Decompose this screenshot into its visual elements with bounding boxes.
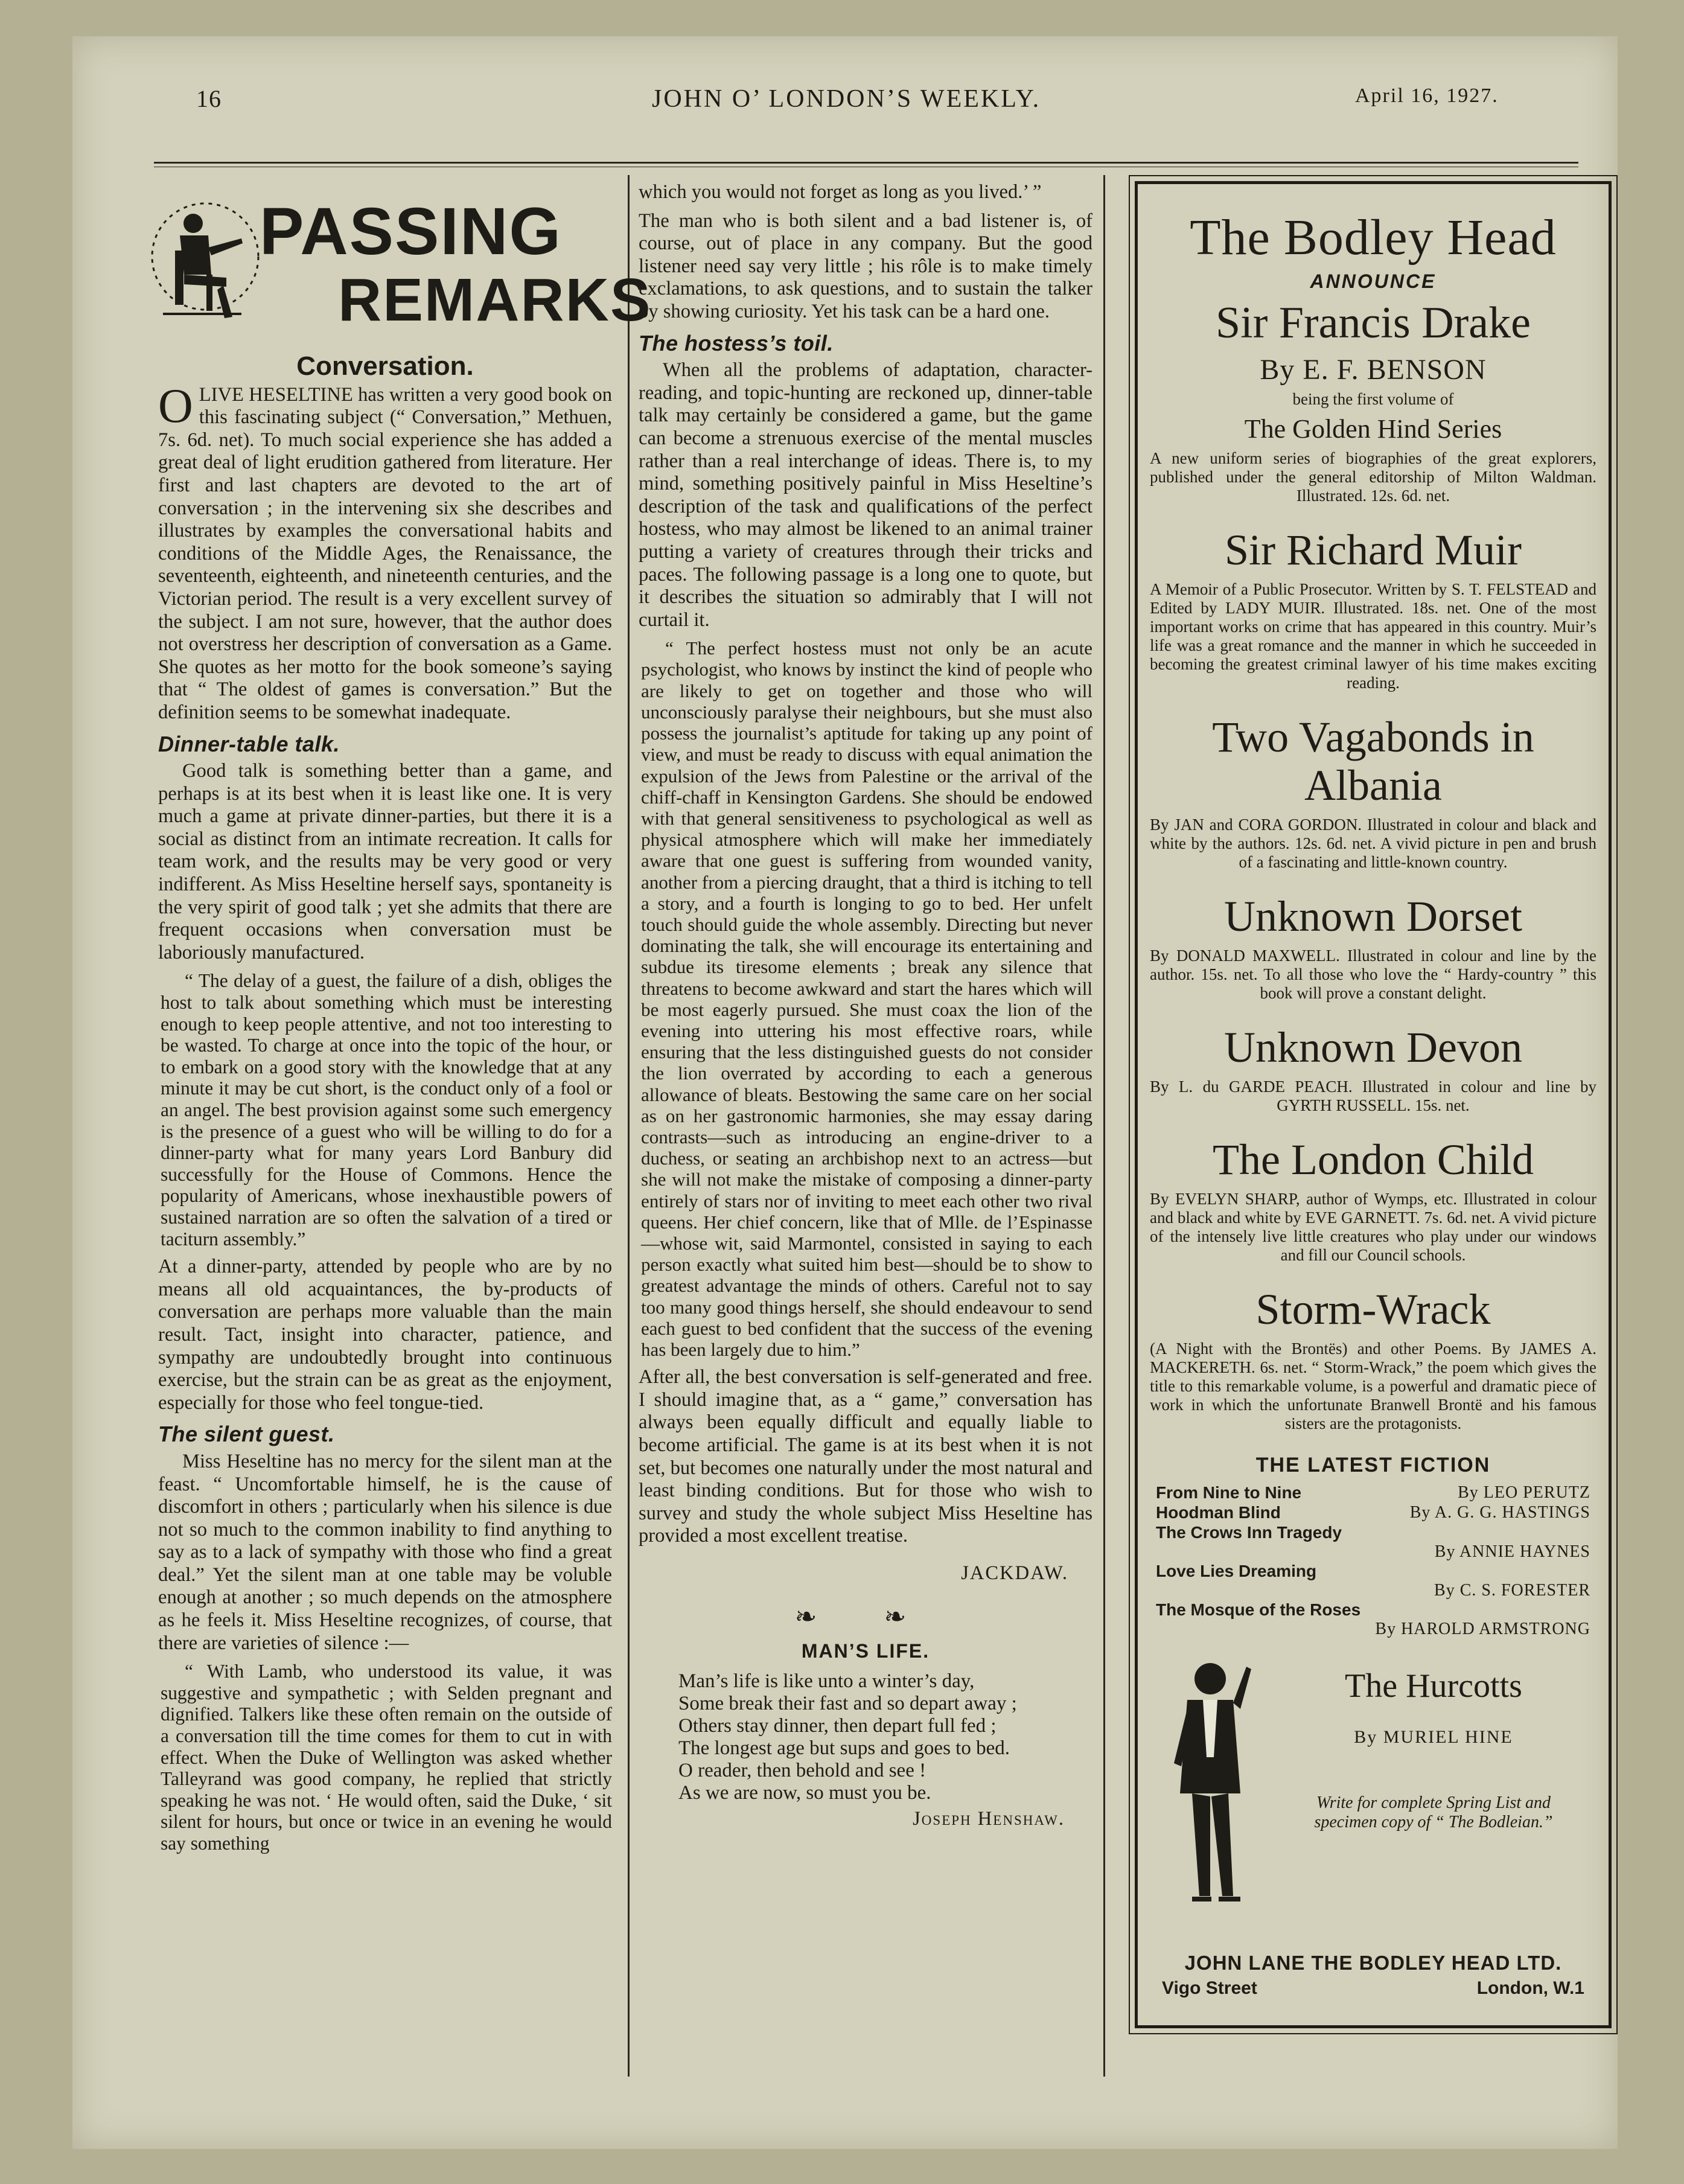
book-title: Unknown Devon [1224, 1023, 1522, 1071]
book-description: (A Night with the Brontës) and other Poems. By JAMES A. MACKERETH. 6s. net. “ Storm-Wrack,” the poem which gives the title to this remarkable volume, is a powerful and dramatic piece of work in which the unfortunate Branwell Brontë and his famous sisters are the protagonists. [1150, 1339, 1596, 1432]
poem-title: MAN’S LIFE. [801, 1640, 930, 1662]
fiction-item: From Nine to Nine By LEO PERUTZ [1156, 1483, 1590, 1502]
book-author: By MURIEL HINE [1354, 1727, 1513, 1747]
book-author: By E. F. BENSON [1260, 354, 1487, 386]
fiction-item: The Mosque of the Roses By HAROLD ARMSTRONG [1156, 1600, 1590, 1638]
hurcotts-promo [1138, 1643, 1609, 1932]
column-rule-1 [628, 175, 630, 2077]
drop-cap: O [158, 379, 193, 433]
book-description: A new uniform series of biographies of the great explorers, published under the general editorship of Milton Waldman. Illustrated. 12s. 6d. net. [1150, 449, 1596, 505]
quotation: “ With Lamb, who understood its value, it was suggestive and sympathetic ; with Selden pregnant and dignified. Talkers like these often remain on the outside of a conversation till the time comes for them to cut in with effect. When the Duke of Wellington was asked whether Talleyrand was good company, he replied that strictly speaking he was not. ‘ He would often, said the Duke, ‘ sit silent for hours, but once or twice in an evening he would say something [161, 1661, 612, 1854]
section-heading-silent: The silent guest. [158, 1422, 335, 1447]
column-rule-2 [1103, 175, 1105, 2077]
article-column-2 [639, 181, 1092, 1830]
book-description: By EVELYN SHARP, author of Wymps, etc. Illustrated in colour and black and white by EVE GARNETT. 7s. 6d. net. A vivid picture of the intensely live little creatures who play under our windows and fill our Council schools. [1150, 1190, 1596, 1264]
section-heading-hostess: The hostess’s toil. [639, 330, 834, 356]
poem-line: Man’s life is like unto a winter’s day, [678, 1670, 975, 1692]
publisher-street: Vigo Street [1162, 1978, 1257, 1998]
publisher-name: JOHN LANE THE BODLEY HEAD LTD. [1184, 1952, 1562, 1974]
book-title: The Hurcotts [1345, 1667, 1522, 1705]
quotation-continued: which you would not forget as long as you lived.’ ” [639, 181, 1042, 203]
poem-line: O reader, then behold and see ! [678, 1759, 927, 1781]
poem-line: Some break their fast and so depart away ; [678, 1692, 1017, 1714]
masthead-title: JOHN O’ LONDON’S WEEKLY. [652, 85, 1041, 113]
intro-paragraph: OLIVE HESELTINE has written a very good book on this fascinating subject (“ Conversation,” Methuen, 7s. 6d. net). To much social experience she has added a great deal of light erudition gathered from literature. Her first and last chapters are devoted to the art of conversation ; in the intervening six she describes and illustrates by examples the conversational habits and conditions of the Middle Ages, the Renaissance, the seventeenth, eighteenth, and nineteenth centuries, and the Victorian period. The result is a very excellent survey of the subject. I am not sure, however, that the author does not overstress her description of conversation as a Game. She quotes as her motto for the book someone’s saying that “ The oldest of games is conversation.” But the definition seems to be somewhat inadequate. [158, 379, 612, 723]
book-title-line-2: Albania [1304, 761, 1442, 809]
article-subhead: Conversation. [296, 351, 474, 381]
book-title: Sir Francis Drake [1216, 298, 1531, 348]
fiction-list [1138, 1483, 1609, 1639]
bodley-head-advertisement [1135, 181, 1612, 2028]
fleuron-ornament: ❧ ❧ [794, 1601, 937, 1632]
fiction-item: The Crows Inn Tragedy By ANNIE HAYNES [1156, 1523, 1590, 1561]
publisher-city: London, W.1 [1476, 1978, 1584, 1998]
book-description: By DONALD MAXWELL. Illustrated in colour and line by the author. 15s. net. To all those who love the “ Hardy-country ” this book will prove a constant delight. [1150, 947, 1596, 1002]
paragraph: When all the problems of adaptation, character-reading, and topic-hunting are reckoned up, dinner-table talk may certainly be considered a game, but the game can become a strenuous exercise of the mental muscles rather than a real interchange of ideas. There is, to my mind, something positively painful in Miss Heseltine’s description of the task and qualifications of the perfect hostess, who may almost be likened to an animal trainer putting a variety of creatures through their tricks and paces. The following passage is a long one to quote, but it describes the situation so admirably that I will not curtail it. [639, 359, 1092, 631]
publisher-imprint [1162, 1952, 1584, 2001]
paragraph: At a dinner-party, attended by people who are by no means all old acquaintances, the by-products of conversation are perhaps more valuable than the main result. Tact, insight into character, patience, and sympathy are undoubtedly brought into continuous exercise, but the strain can be as great as the enjoyment, especially for those who feel tongue-tied. [158, 1256, 612, 1414]
paragraph: Miss Heseltine has no mercy for the silent man at the feast. “ Uncomfortable himself, he is the cause of discomfort in others ; particularly when his silence is due not so much to the common inability to find anything to say as to a lack of sympathy with those who find a great deal.” Yet the silent man at one table may be voluble enough at another ; so much depends on the atmosphere as he feels it. Miss Heseltine recognizes, of course, that there are varieties of silence :— [158, 1450, 612, 1654]
quotation: “ The delay of a guest, the failure of a dish, obliges the host to talk about something which must be interesting enough to keep people attentive, and not too interesting to be wasted. To charge at once into the topic of the hour, or to embark on a good story with the knowledge that at any minute it may be cut short, is the conduct only of a fool or an angel. The best provision against some such emergency is the presence of a guest who will be willing to do for a dinner-party what for many years Lord Banbury did successfully for the House of Commons. Hence the popularity of Americans, whose inexhaustible powers of sustained narration are so often the salvation of a tired or taciturn assembly.” [161, 970, 612, 1250]
article-column-1 [158, 351, 612, 1860]
paragraph: The man who is both silent and a bad listener is, of course, out of place in any company. But the good listener need say very little ; his rôle is to make timely exclamations, to ask questions, and to sustain the talker by showing curiosity. Yet his task can be a hard one. [639, 209, 1092, 322]
fiction-item: Love Lies Dreaming By C. S. FORESTER [1156, 1562, 1590, 1600]
series-title: The Golden Hind Series [1244, 414, 1502, 444]
poem-line: The longest age but sups and goes to bed. [678, 1737, 1010, 1759]
book-description: A Memoir of a Public Prosecutor. Written by S. T. FELSTEAD and Edited by LADY MUIR. Illustrated. 18s. net. One of the most important works on crime that has appeared in this country. Muir’s life was a great romance and the manner in which he succeeded in becoming the greatest criminal lawyer of his time makes exciting reading. [1150, 580, 1596, 692]
book-title: Unknown Dorset [1224, 892, 1522, 940]
poem-line: As we are now, so must you be. [678, 1781, 931, 1804]
announce-label: ANNOUNCE [1310, 270, 1437, 292]
gentleman-figure-illustration-icon [1156, 1643, 1265, 1908]
author-signature: JACKDAW. [961, 1562, 1068, 1584]
publisher-heading: The Bodley Head [1190, 209, 1557, 266]
section-heading-dinner: Dinner-table talk. [158, 731, 340, 756]
seated-man-illustration-icon [151, 190, 260, 335]
publisher-address [1162, 1978, 1584, 2001]
header-rule [154, 162, 1578, 164]
book-description: By L. du GARDE PEACH. Illustrated in colour and line by GYRTH RUSSELL. 15s. net. [1150, 1078, 1596, 1114]
banner-word-1: PASSING [260, 194, 562, 269]
fiction-heading: THE LATEST FICTION [1255, 1454, 1491, 1477]
catalogue-offer: Write for complete Spring List and specimen copy of “ The Bodleian.” [1314, 1793, 1553, 1831]
poem-body [639, 1670, 1092, 1804]
paragraph: Good talk is something better than a game, and perhaps is at its best when it is least like one. It is very much a game at private dinner-parties, but there it is a social as distinct from an intimate recreation. It calls for team work, and the results may be very good or very indifferent. As Miss Heseltine herself says, spontaneity is the very spirit of good talk ; yet she admits that there are frequent occasions when conversation must be laboriously manufactured. [158, 760, 612, 963]
page-number: 16 [196, 85, 222, 112]
poem-line: Others stay dinner, then depart full fed ; [678, 1714, 997, 1737]
paragraph: After all, the best conversation is self-generated and free. I should imagine that, as a “ game,” conversation has always been equally difficult and equally liable to become artificial. The game is at its best when it is not set, but becomes one naturally under the most natural and least binding conditions. But for those who wish to survey and study the whole subject Miss Heseltine has provided a most excellent treatise. [639, 1366, 1092, 1547]
book-note: being the first volume of [1292, 390, 1454, 408]
banner-word-2: REMARKS [338, 266, 652, 334]
book-description: By JAN and CORA GORDON. Illustrated in colour and black and white by the authors. 12s. 6d. net. A vivid picture in pen and brush of a fascinating and little-known country. [1150, 816, 1596, 871]
fiction-item: Hoodman Blind By A. G. G. HASTINGS [1156, 1503, 1590, 1522]
book-title: Storm-Wrack [1255, 1285, 1491, 1333]
book-title: The London Child [1213, 1135, 1534, 1184]
quotation: “ The perfect hostess must not only be an acute psychologist, who knows by instinct the kind of people who are likely to get on together and those who will unconsciously paralyse their neighbours, but she must also possess the journalist’s aptitude for taking up any point of view, and must be ready to discuss with equal animation the expulsion of the Jews from Palestine or the arrival of the chiff-chaff in Kensington Gardens. She should be endowed with that general sensitiveness to psychological as well as physical atmosphere which will make her immediately aware that one guest is suffering from wounded vanity, another from a piercing draught, that a third is itching to tell a story, and a fourth is longing to go to bed. Her unfelt touch should guide the whole assembly. Directing but never dominating the talk, she will encourage its entertaining and subdue its tiresome elements ; break any silence that threatens to become awkward and start the hares which will be most eagerly pursued. She must coax the lion of the evening into uttering his most effective roars, while ensuring that the less distinguished guests do not consider the lion overrated by according to each a generous allowance of bleats. Bestowing the same care on her social as on her gastronomic harmonies, she may essay daring contrasts—such as introducing an engine-driver to a duchess, or seating an archbishop next to an actress—but she will not make the mistake of composing a dinner-party entirely of stars nor of inviting to meet each other two rival queens. Her chief concern, like that of Mlle. de l’Espinasse—whose wit, said Marmontel, consisted in saying to each person exactly what suited him best—should be to show to greatest advantage the minds of others. Careful not to say too many good things herself, she should endeavour to send each guest to bed confident that the success of the evening has been largely due to him.” [641, 637, 1092, 1360]
poem-author: Joseph Henshaw. [913, 1807, 1065, 1830]
issue-date: April 16, 1927. [1355, 85, 1499, 107]
passing-remarks-banner [151, 190, 652, 341]
book-title: Two Vagabonds in [1212, 713, 1534, 761]
book-title: Sir Richard Muir [1225, 526, 1522, 574]
